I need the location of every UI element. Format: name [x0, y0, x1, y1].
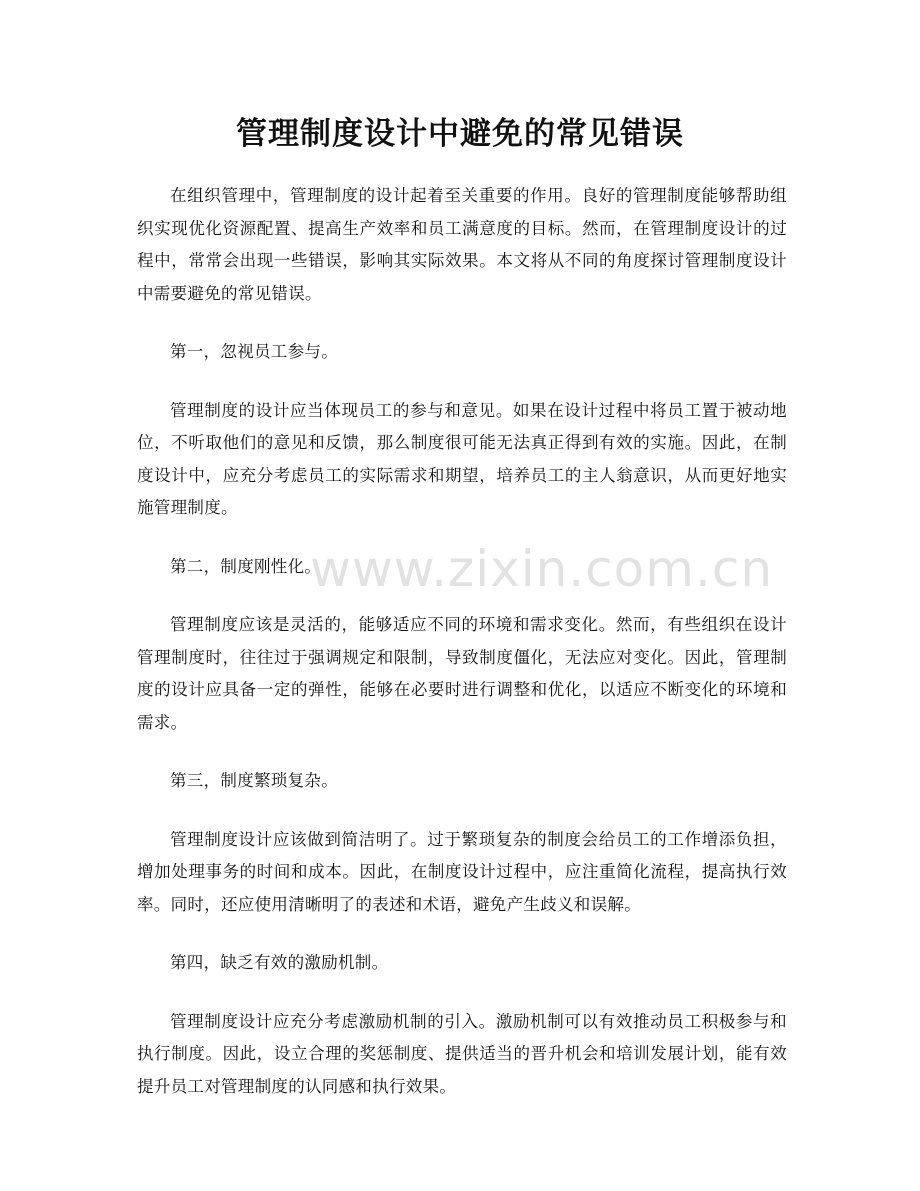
document-title: 管理制度设计中避免的常见错误 [236, 116, 684, 152]
paragraph-point-1: 管理制度的设计应当体现员工的参与和意见。如果在设计过程中将员工置于被动地位，不听取他们的意见和反馈，那么制度很可能无法真正得到有效的实施。因此，在制度设计中，应充分考虑员工的实际需求和期望，培养员工的主人翁意识，从而更好地实施管理制度。 [137, 400, 787, 517]
paragraph-point-4: 管理制度设计应充分考虑激励机制的引入。激励机制可以有效推动员工积极参与和执行制度。因此，设立合理的奖惩制度、提供适当的晋升机会和培训发展计划，能有效提升员工对管理制度的认同感和执行效果。 [137, 1011, 787, 1096]
document-body [137, 180, 787, 1129]
paragraph-point-2: 管理制度应该是灵活的，能够适应不同的环境和需求变化。然而，有些组织在设计管理制度时，往往过于强调规定和限制，导致制度僵化，无法应对变化。因此，管理制度的设计应具备一定的弹性，能够在必要时进行调整和优化，以适应不断变化的环境和需求。 [137, 615, 787, 732]
paragraph-heading-1: 第一，忽视员工参与。 [170, 342, 338, 361]
paragraph-heading-2: 第二，制度刚性化。 [170, 556, 322, 576]
paragraph-heading-3: 第三，制度繁琐复杂。 [170, 771, 338, 790]
watermark-text: www.zixin.com.cn [310, 540, 774, 598]
paragraph-intro: 在组织管理中，管理制度的设计起着至关重要的作用。良好的管理制度能够帮助组织实现优化资源配置、提高生产效率和员工满意度的目标。然而，在管理制度设计的过程中，常常会出现一些错误，影响其实际效果。本文将从不同的角度探讨管理制度设计中需要避免的常见错误。 [137, 186, 787, 303]
paragraph-heading-4: 第四，缺乏有效的激励机制。 [170, 953, 389, 972]
paragraph-point-3: 管理制度设计应该做到简洁明了。过于繁琐复杂的制度会给员工的工作增添负担，增加处理事务的时间和成本。因此，在制度设计过程中，应注重简化流程，提高执行效率。同时，还应使用清晰明了的表述和术语，避免产生歧义和误解。 [137, 829, 787, 914]
